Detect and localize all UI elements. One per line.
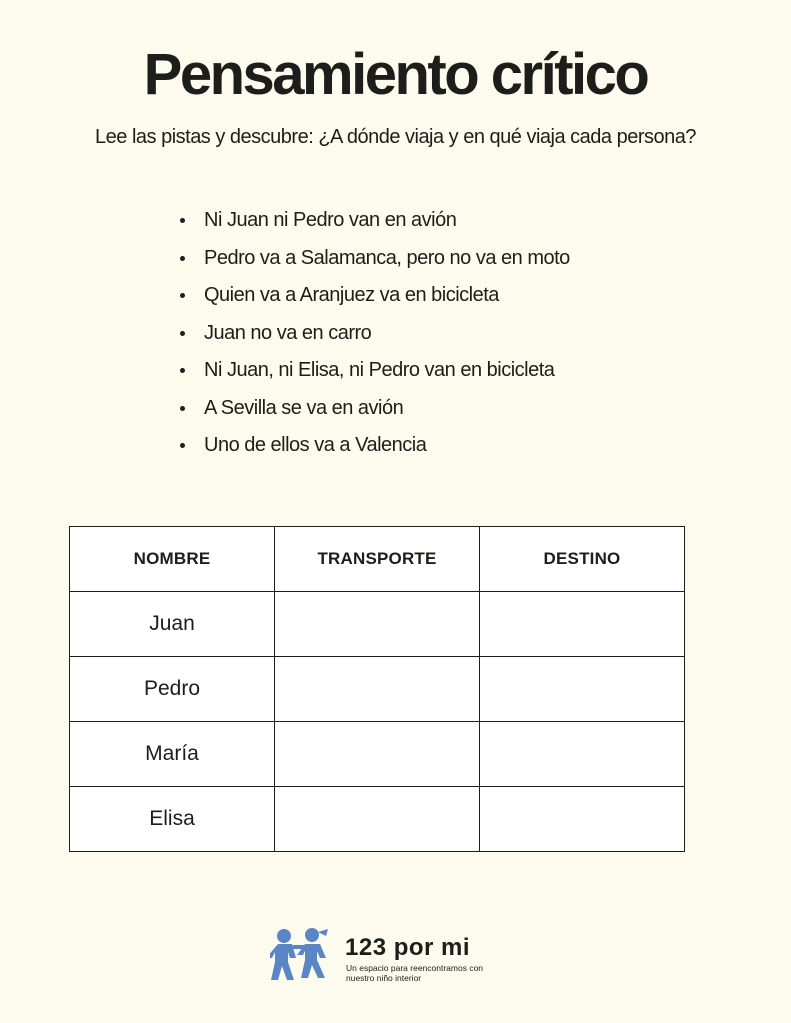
destination-cell[interactable]	[480, 787, 685, 852]
clue-list	[180, 202, 570, 465]
clue-text: Uno de ellos va a Valencia	[204, 434, 427, 456]
page-title: Pensamiento crítico	[143, 42, 648, 107]
clue-text: Ni Juan, ni Elisa, ni Pedro van en bicicleta	[204, 359, 555, 381]
clue-item	[180, 315, 570, 353]
two-children-running-icon	[270, 926, 334, 984]
bullet-icon	[180, 218, 185, 223]
clue-item	[180, 202, 570, 240]
transport-cell[interactable]	[275, 722, 480, 787]
table-row	[70, 722, 685, 787]
bullet-icon	[180, 406, 185, 411]
bullet-icon	[180, 293, 185, 298]
transport-cell[interactable]	[275, 657, 480, 722]
clue-item	[180, 427, 570, 465]
brand-tagline: Un espacio para reencontramos con nuestro niño interior	[346, 963, 484, 983]
table-header-row	[70, 527, 685, 592]
answer-table	[69, 526, 685, 852]
clue-text: A Sevilla se va en avión	[204, 396, 404, 419]
transport-cell[interactable]	[275, 787, 480, 852]
brand-name: 123 por mi	[345, 934, 471, 961]
name-cell: María	[70, 722, 275, 787]
clue-text: Juan no va en carro	[204, 321, 372, 344]
destination-cell[interactable]	[480, 592, 685, 657]
page-subtitle: Lee las pistas y descubre: ¿A dónde viaja y en qué viaja cada persona?	[95, 126, 696, 148]
name-cell: Elisa	[70, 787, 275, 852]
destination-cell[interactable]	[480, 722, 685, 787]
clue-text: Quien va a Aranjuez va en bicicleta	[204, 284, 499, 306]
destination-cell[interactable]	[480, 657, 685, 722]
bullet-icon	[180, 256, 185, 261]
clue-text: Pedro va a Salamanca, pero no va en moto	[204, 246, 570, 269]
clue-item	[180, 390, 570, 428]
name-cell: Juan	[70, 592, 275, 657]
clue-text: Ni Juan ni Pedro van en avión	[204, 209, 457, 231]
header-nombre: NOMBRE	[70, 527, 275, 592]
bullet-icon	[180, 368, 185, 373]
transport-cell[interactable]	[275, 592, 480, 657]
header-destino: DESTINO	[480, 527, 685, 592]
table-row	[70, 787, 685, 852]
bullet-icon	[180, 443, 185, 448]
brand-logo	[270, 926, 520, 986]
clue-item	[180, 352, 570, 390]
table-row	[70, 592, 685, 657]
table-row	[70, 657, 685, 722]
header-transporte: TRANSPORTE	[275, 527, 480, 592]
name-cell: Pedro	[70, 657, 275, 722]
clue-item	[180, 240, 570, 278]
bullet-icon	[180, 331, 185, 336]
clue-item	[180, 277, 570, 315]
